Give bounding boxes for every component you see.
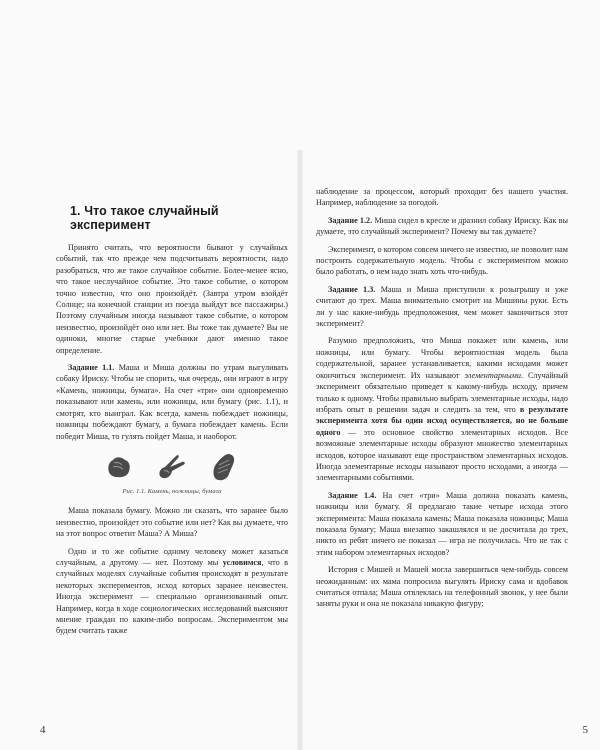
task-1-4 [316,490,568,558]
paragraph-outcomes-end: — это основное свойство элементарных исходов. Все возможные элементарные исходы образуют множество элементарных исходов, которое называют еще пространством элементарных исходов. Иногда элементарные исходы называют просто исходами, а иногда — элементарными событиями. [316,427,568,483]
paragraph-3-start: Одно и то же событие одному человеку может казаться случайным, а другому — нет. Поэтому мы [56,546,288,567]
left-page [0,0,298,750]
scissors-hand-icon [152,452,190,482]
figure-caption: Рис. 1.1. Камень, ножницы, бумага [122,487,222,495]
task-1-4-label: Задание 1.4. [328,490,377,500]
chapter-title: 1. Что такое случайный эксперимент [70,204,219,232]
paragraph-experiment: Эксперимент, о котором совсем ничего не известно, не позволит нам построить содержательную модель. Чтобы с экспериментом можно было работать, о нем надо знать хоть что-нибудь. [316,244,568,277]
right-page [302,0,600,750]
paragraph-3-end: , что в случайных моделях случайные события происходят в результате некоторых экспериментов, исход которых заранее неизвестен. Иногда эксперимент — специально организованный опыт. Например, когда в ходе социологических исследований выясняют мнение граждан по каким-либо вопросам. Экспериментом мы будем считать также [56,557,288,636]
task-1-2-text: Миша сидел в кресле и дразнил собаку Ириску. Как вы думаете, это случайный эксперимент? Почему вы так думаете? [316,215,568,237]
paragraph-outcomes-start: Разумно предположить, что Миша покажет или камень, или ножницы, или бумагу. Чтобы вероятностная модель была содержательной, заранее устанавливается, какими исходами может окончиться эксперимент. Их называют [316,336,568,380]
task-1-4-text: На счет «три» Маша должна показать камень, ножницы или бумагу. Я предлагаю такие четыре исхода этого эксперимента: Маша показала камень; Маша показала ножницы; Маша показала бумагу; Маша внезапно закашлялся и не досчитала до трех, никто из ребят ничего не показал — игра не получилась. Что не так с этим набором элементарных исходов? [316,490,568,557]
intro-paragraph: Принято считать, что вероятности бывают у случайных событий, так что прежде чем подсчитывать вероятности, надо разобраться, что же такое случайное событие. Более-менее ясно, что такое неслучайное событие. Это такое событие, о котором точно известно, что оно произойдёт. (Завтра утром взойдёт Солнце; на конечной станции из поезда выйдут все пассажиры.) Поэтому случайным иногда называют такое событие, о котором неизвестно, произойдёт оно или нет. Вы тоже так думаете? Вы не одиноки, многие старые учебники дают именно такое определение. [56,243,288,355]
paragraph-outcomes [316,335,568,483]
task-1-2-label: Задание 1.2. [328,215,373,225]
task-1-2 [316,215,568,238]
paragraph-outcomes-italic: элементарными [464,370,521,380]
paper-hand-icon [208,451,240,483]
paragraph-3-bold: условимся [222,557,262,567]
paragraph-outcomes-bold: в результате эксперимента хотя бы один исход осуществляется, но не больше одного [316,404,569,437]
task-1-3-label: Задание 1.3. [328,284,376,294]
paragraph-bottom: История с Мишей и Машей могла завершиться чем-нибудь совсем неожиданным: их мама попросила выгулять Ириску сама и вдобавок считаться отпала; Маша отвлеклась на телефонный звонок, у нее были заняты руки и она не показала никакую фигуру; [316,565,568,609]
task-1-3 [316,284,568,330]
task-1-1-text: Маша и Миша должны по утрам выгуливать собаку Ириску. Чтобы не спорить, чья очередь, они играют в игру «Камень, ножницы, бумага». На счет «три» они одновременно показывают или камень, или ножницы, или бумагу (рис. 1.1), и смотрят, кто выиграл. Как всегда, камень побеждает ножницы, ножницы побеждают бумагу, а бумага побеждает камень. Если победит Миша, то гулять пойдет Маша, и наоборот. [56,363,289,441]
paragraph-3 [56,546,288,637]
task-1-3-text: Маша и Миша приступили к розыгрышу и уже считают до трех. Маша внимательно смотрит на Мишины руки. Есть ли у нас какие-нибудь предположения, чем может закончиться этот эксперимент? [316,284,568,329]
paragraph-outcomes-mid: . Случайный эксперимент обязательно приведет к какому-нибудь исходу, причем только к одному. Чтобы правильно выбрать элементарные исходы, надо избрать опыт в решении задач и следить за тем, что [316,370,568,414]
page-number-left: 4 [40,724,46,736]
task-1-1-label: Задание 1.1. [68,363,115,373]
paragraph-2: Маша показала бумагу. Можно ли сказать, что заранее было неизвестно, произойдет это событие или нет? Как вы думаете, что на этот вопрос ответит Маша? А Миша? [56,506,288,539]
page-number-right: 5 [582,724,588,736]
task-1-1 [56,362,288,442]
figure-hands [56,450,288,484]
paragraph-top: наблюдение за процессом, который проходит без нашего участия. Например, наблюдение за погодой. [316,187,568,208]
rock-hand-icon [104,452,134,482]
